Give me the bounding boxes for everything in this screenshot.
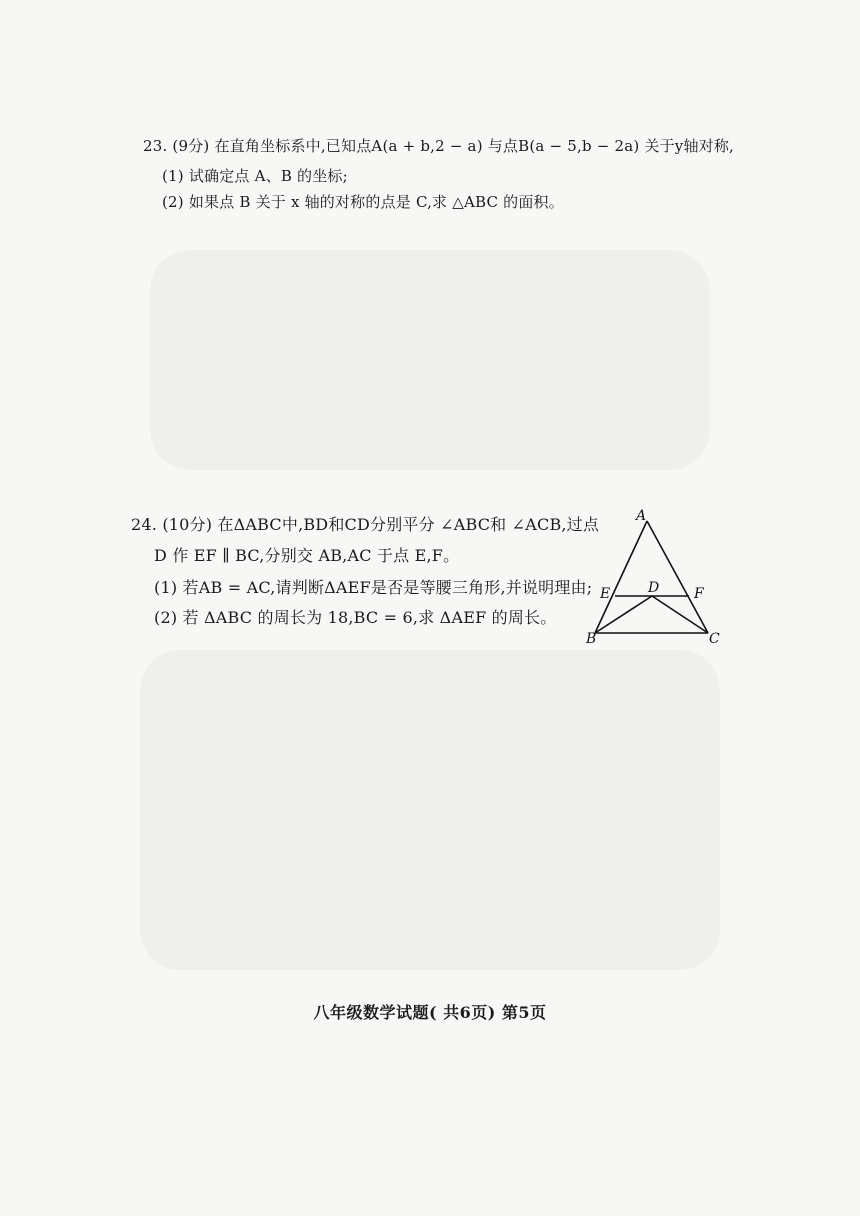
question-24-stem-line-2: D 作 EF ∥ BC,分别交 AB,AC 于点 E,F。	[154, 546, 460, 565]
question-23-part-1: (1) 试确定点 A、B 的坐标;	[162, 167, 348, 185]
label-d: D	[648, 580, 660, 596]
segment-ac	[647, 521, 708, 633]
label-e: E	[600, 586, 611, 602]
label-a: A	[636, 508, 647, 524]
scan-smudge	[150, 250, 710, 470]
question-24-part-2: (2) 若 ΔABC 的周长为 18,BC = 6,求 ΔAEF 的周长。	[154, 608, 557, 627]
scan-smudge	[140, 650, 720, 970]
label-f: F	[694, 586, 704, 602]
question-24-stem-line-1: 24. (10分) 在ΔABC中,BD和CD分别平分 ∠ABC和 ∠ACB,过点	[131, 515, 600, 534]
question-24-part-1: (1) 若AB = AC,请判断ΔAEF是否是等腰三角形,并说明理由;	[154, 578, 593, 597]
triangle-diagram	[578, 505, 728, 650]
question-23-part-2: (2) 如果点 B 关于 x 轴的对称的点是 C,求 △ABC 的面积。	[162, 193, 564, 211]
question-23-stem: 23. (9分) 在直角坐标系中,已知点A(a + b,2 − a) 与点B(a − 5,b − 2a) 关于y轴对称,	[143, 137, 735, 155]
label-c: C	[709, 631, 720, 647]
label-b: B	[586, 631, 597, 647]
triangle-figure	[578, 505, 728, 650]
page-footer: 八年级数学试题( 共6页) 第5页	[313, 1003, 547, 1022]
